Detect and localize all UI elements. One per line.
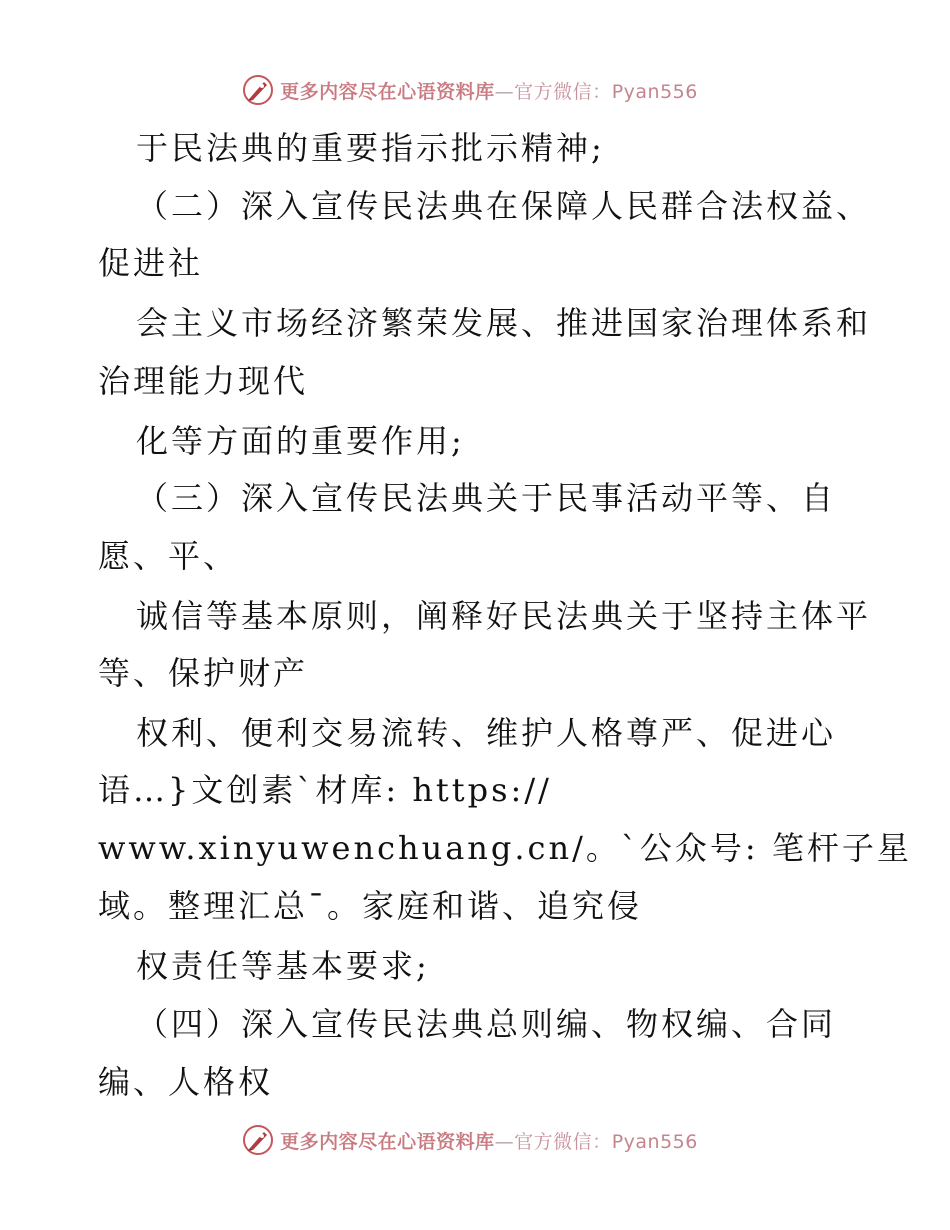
header-banner-wechat-id: Pyan556 xyxy=(611,80,698,103)
header-banner-sub: 官方微信： xyxy=(514,80,612,103)
footer-banner-text xyxy=(280,1127,698,1154)
text-line: （二）深入宣传民法典在保障人民群合法权益、 xyxy=(136,187,872,225)
text-line: 编、人格权 xyxy=(98,1063,274,1101)
quill-pen-logo-icon xyxy=(242,74,274,106)
text-line: 诚信等基本原则，阐释好民法典关于坚持主体平 xyxy=(136,597,872,635)
header-banner xyxy=(0,70,950,110)
header-banner-content xyxy=(242,74,698,106)
footer-banner-wechat-id: Pyan556 xyxy=(611,1130,698,1153)
text-line: 等、保护财产 xyxy=(98,654,309,692)
text-line: 于民法典的重要指示批示精神; xyxy=(136,129,605,167)
text-line: 域。整理汇总¯。家庭和谐、追究侵 xyxy=(98,887,643,925)
text-line: 语…}文创素`材库: https:// xyxy=(98,771,552,809)
footer-banner-separator: — xyxy=(494,1130,515,1153)
text-line: 权利、便利交易流转、维护人格尊严、促进心 xyxy=(136,714,837,752)
header-banner-text xyxy=(280,77,698,104)
footer-banner-sub: 官方微信： xyxy=(514,1130,612,1153)
header-banner-main: 更多内容尽在心语资料库 xyxy=(280,80,495,103)
text-line: （四）深入宣传民法典总则编、物权编、合同 xyxy=(136,1005,837,1043)
text-line: 治理能力现代 xyxy=(98,362,309,400)
text-line: www.xinyuwenchuang.cn/。`公众号: 笔杆子星 xyxy=(98,829,912,867)
text-line: （三）深入宣传民法典关于民事活动平等、自 xyxy=(136,479,837,517)
footer-banner xyxy=(0,1120,950,1160)
header-banner-separator: — xyxy=(494,80,515,103)
text-line: 化等方面的重要作用; xyxy=(136,422,465,460)
text-line: 权责任等基本要求; xyxy=(136,947,430,985)
text-line: 会主义市场经济繁荣发展、推进国家治理体系和 xyxy=(136,304,872,342)
footer-banner-content xyxy=(242,1124,698,1156)
footer-banner-main: 更多内容尽在心语资料库 xyxy=(280,1130,495,1153)
text-line: 促进社 xyxy=(98,244,204,282)
text-line: 愿、平、 xyxy=(98,537,239,575)
quill-pen-logo-icon xyxy=(242,1124,274,1156)
